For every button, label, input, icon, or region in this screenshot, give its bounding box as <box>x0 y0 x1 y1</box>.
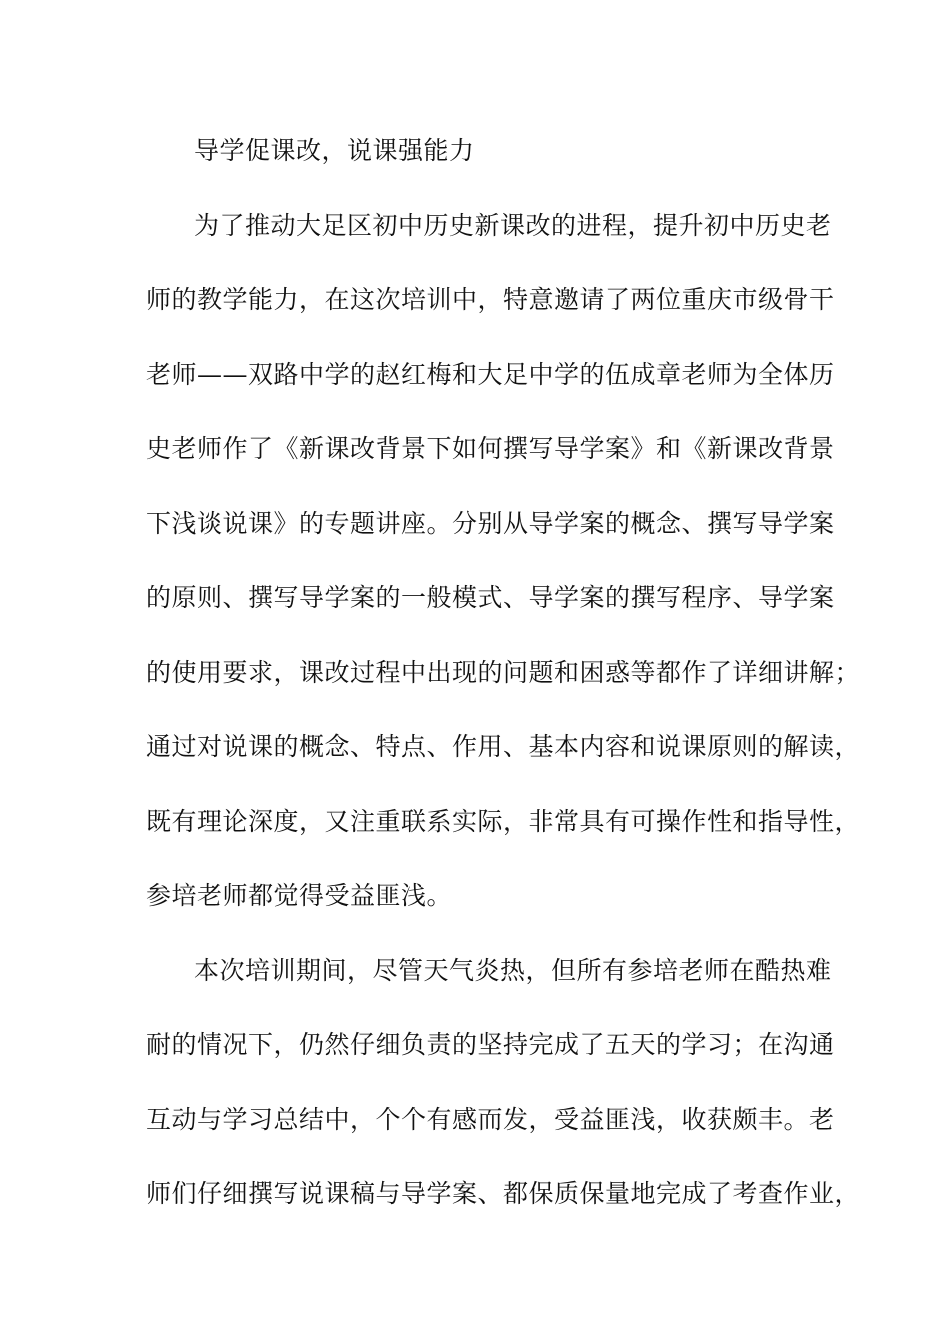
paragraph-line: 师们仔细撰写说课稿与导学案、都保质保量地完成了考查作业， <box>146 1179 861 1208</box>
paragraph-line: 下浅谈说课》的专题讲座。分别从导学案的概念、撰写导学案 <box>146 508 835 538</box>
paragraph-line: 耐的情况下，仍然仔细负责的坚持完成了五天的学习；在沟通 <box>146 1030 835 1059</box>
paragraph-line: 的原则、撰写导学案的一般模式、导学案的撰写程序、导学案 <box>146 583 835 612</box>
paragraph-line: 既有理论深度，又注重联系实际，非常具有可操作性和指导性， <box>146 806 861 836</box>
paragraph-line: 为了推动大足区初中历史新课改的进程，提升初中历史老 <box>194 210 832 240</box>
document-body <box>146 129 861 1247</box>
paragraph-line: 的使用要求，课改过程中出现的问题和困惑等都作了详细讲解； <box>146 657 861 687</box>
paragraph-line: 互动与学习总结中，个个有感而发，受益匪浅，收获颇丰。老 <box>146 1104 835 1134</box>
paragraph-1 <box>146 204 861 949</box>
paragraph-line: 师的教学能力，在这次培训中，特意邀请了两位重庆市级骨干 <box>146 285 835 314</box>
paragraph-line: 史老师作了《新课改背景下如何撰写导学案》和《新课改背景 <box>146 434 835 463</box>
document-title: 导学促课改，说课强能力 <box>194 136 475 165</box>
paragraph-line: 参培老师都觉得受益匪浅。 <box>146 881 453 910</box>
paragraph-line: 本次培训期间，尽管天气炎热，但所有参培老师在酷热难 <box>194 955 832 985</box>
paragraph-line: 老师——双路中学的赵红梅和大足中学的伍成章老师为全体历 <box>146 359 835 389</box>
paragraph-line: 通过对说课的概念、特点、作用、基本内容和说课原则的解读， <box>146 732 861 761</box>
paragraph-2 <box>146 949 861 1247</box>
